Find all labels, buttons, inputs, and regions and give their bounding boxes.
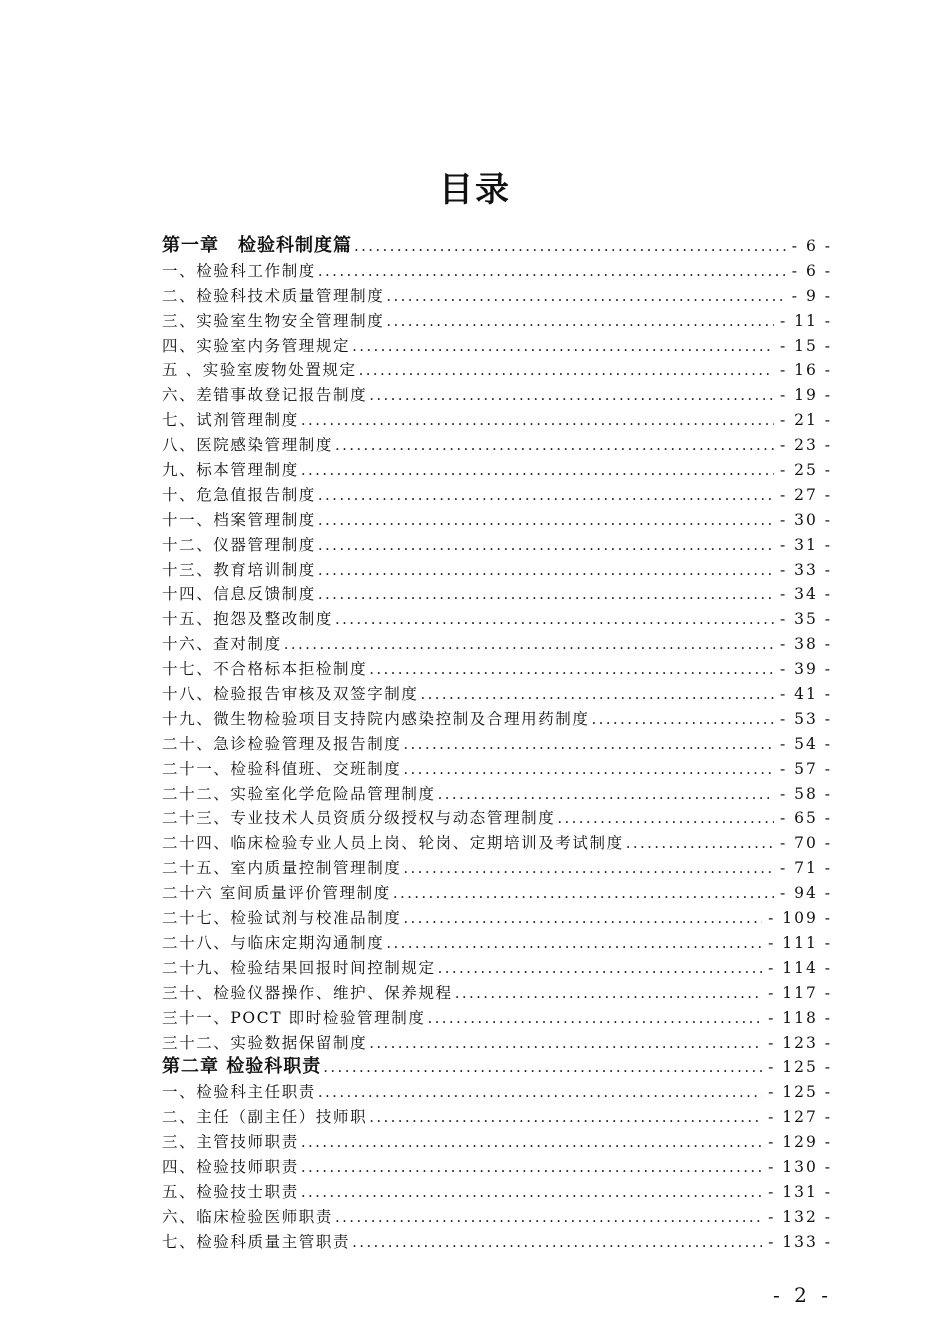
toc-entry-page: - 38 - (779, 635, 832, 654)
toc-entry-label: 十、危急值报告制度 (162, 485, 316, 504)
toc-entry-page: - 6 - (791, 261, 832, 280)
dot-leader (455, 981, 762, 1006)
toc-entry[interactable] (162, 632, 832, 657)
dot-leader (386, 931, 762, 956)
toc-entry-page: - 125 - (768, 1083, 832, 1102)
toc-entry[interactable] (162, 408, 832, 433)
toc-entry[interactable] (162, 1006, 832, 1031)
dot-leader (335, 607, 774, 632)
dot-leader (335, 1205, 762, 1230)
toc-entry[interactable] (162, 757, 832, 782)
dot-leader (318, 483, 774, 508)
toc-entry-page: - 30 - (779, 510, 832, 529)
toc-entry-label: 第二章 检验科职责 (162, 1056, 322, 1078)
dot-leader (301, 1155, 762, 1180)
toc-entry-label: 六、临床检验医师职责 (162, 1207, 334, 1226)
dot-leader (386, 309, 774, 334)
toc-entry-page: - 123 - (768, 1033, 832, 1052)
toc-entry[interactable] (162, 1155, 832, 1180)
toc-entry-page: - 23 - (779, 436, 832, 455)
toc-entry[interactable] (162, 707, 832, 732)
page-title: 目录 (439, 170, 511, 210)
toc-entry[interactable] (162, 358, 832, 383)
toc-entry[interactable] (162, 1180, 832, 1205)
dot-leader (438, 956, 762, 981)
toc-entry-page: - 130 - (768, 1157, 832, 1176)
toc-entry-page: - 125 - (768, 1058, 832, 1077)
dot-leader (427, 1006, 762, 1031)
toc-entry-label: 七、检验科质量主管职责 (162, 1232, 351, 1251)
toc-entry[interactable] (162, 881, 832, 906)
toc-entry-label: 五、检验技士职责 (162, 1182, 299, 1201)
dot-leader (626, 831, 774, 856)
toc-entry-page: - 21 - (779, 411, 832, 430)
toc-entry-label: 八、医院感染管理制度 (162, 436, 334, 455)
dot-leader (403, 906, 762, 931)
toc-entry-page: - 33 - (779, 560, 832, 579)
dot-leader (403, 757, 774, 782)
dot-leader (557, 806, 774, 831)
toc-entry[interactable] (162, 334, 832, 359)
dot-leader (284, 632, 774, 657)
toc-entry-page: - 133 - (768, 1232, 832, 1251)
toc-entry-label: 十六、查对制度 (162, 635, 282, 654)
dot-leader (318, 558, 774, 583)
toc-entry-page: - 6 - (791, 237, 832, 255)
toc-entry-page: - 71 - (779, 859, 832, 878)
dot-leader (352, 334, 774, 359)
toc-entry[interactable] (162, 682, 832, 707)
toc-entry[interactable] (162, 458, 832, 483)
toc-entry[interactable] (162, 831, 832, 856)
toc-entry-page: - 54 - (779, 734, 832, 753)
toc-entry[interactable] (162, 906, 832, 931)
toc-chapter-entry[interactable] (162, 234, 832, 259)
dot-leader (403, 732, 774, 757)
toc-entry-label: 六、差错事故登记报告制度 (162, 386, 368, 405)
toc-entry-label: 二十一、检验科值班、交班制度 (162, 759, 402, 778)
dot-leader (369, 1031, 762, 1056)
dot-leader (386, 284, 785, 309)
toc-entry[interactable] (162, 981, 832, 1006)
toc-entry-page: - 34 - (779, 585, 832, 604)
toc-entry-label: 十八、检验报告审核及双签字制度 (162, 685, 419, 704)
toc-entry[interactable] (162, 856, 832, 881)
dot-leader (318, 508, 774, 533)
toc-entry[interactable] (162, 607, 832, 632)
toc-entry-page: - 109 - (768, 909, 832, 928)
toc-entry-page: - 132 - (768, 1207, 832, 1226)
toc-entry[interactable] (162, 732, 832, 757)
toc-entry-label: 二、检验科技术质量管理制度 (162, 286, 385, 305)
toc-entry[interactable] (162, 1230, 832, 1255)
dot-leader (421, 682, 774, 707)
dot-leader (318, 533, 774, 558)
toc-entry-page: - 57 - (779, 759, 832, 778)
toc-entry-label: 二十七、检验试剂与校准品制度 (162, 909, 402, 928)
dot-leader (403, 856, 774, 881)
toc-entry-label: 三十二、实验数据保留制度 (162, 1033, 368, 1052)
dot-leader (301, 1130, 762, 1155)
dot-leader (592, 707, 774, 732)
toc-entry-label: 二十四、临床检验专业人员上岗、轮岗、定期培训及考试制度 (162, 834, 624, 853)
dot-leader (318, 259, 786, 284)
toc-entry-label: 二十六 室间质量评价管理制度 (162, 884, 391, 903)
toc-entry[interactable] (162, 284, 832, 309)
toc-entry-label: 四、检验技师职责 (162, 1157, 299, 1176)
toc-chapter-entry[interactable] (162, 1055, 832, 1080)
toc-entry-label: 七、试剂管理制度 (162, 411, 299, 430)
toc-entry-label: 十七、不合格标本拒检制度 (162, 660, 368, 679)
dot-leader (369, 1105, 762, 1130)
dot-leader (369, 383, 774, 408)
toc-entry-page: - 31 - (779, 535, 832, 554)
toc-entry-label: 十一、档案管理制度 (162, 510, 316, 529)
dot-leader (301, 408, 774, 433)
toc-entry[interactable] (162, 309, 832, 334)
toc-entry-page: - 53 - (779, 709, 832, 728)
toc-entry[interactable] (162, 433, 832, 458)
dot-leader (318, 1080, 762, 1105)
toc-entry[interactable] (162, 1130, 832, 1155)
toc-entry-label: 三、实验室生物安全管理制度 (162, 311, 385, 330)
toc-entry[interactable] (162, 582, 832, 607)
toc-entry-label: 一、检验科主任职责 (162, 1083, 316, 1102)
toc-entry-page: - 58 - (779, 784, 832, 803)
toc-entry-label: 三、主管技师职责 (162, 1133, 299, 1152)
page-number: - 2 - (773, 1283, 832, 1307)
dot-leader (354, 234, 786, 259)
toc-entry[interactable] (162, 533, 832, 558)
toc-entry-page: - 70 - (779, 834, 832, 853)
toc-entry-page: - 127 - (768, 1108, 832, 1127)
toc-entry[interactable] (162, 1105, 832, 1130)
toc-entry-page: - 19 - (779, 386, 832, 405)
toc-entry-page: - 114 - (768, 958, 832, 977)
dot-leader (301, 1180, 762, 1205)
toc-entry[interactable] (162, 782, 832, 807)
toc-entry-label: 二、主任（副主任）技师职 (162, 1108, 368, 1127)
dot-leader (393, 881, 774, 906)
toc-entry-label: 一、检验科工作制度 (162, 261, 316, 280)
toc-entry-page: - 129 - (768, 1133, 832, 1152)
toc-entry-page: - 27 - (779, 485, 832, 504)
dot-leader (369, 657, 774, 682)
dot-leader (352, 1230, 762, 1255)
toc-entry-page: - 94 - (779, 884, 832, 903)
dot-leader (323, 1055, 762, 1080)
toc-entry-page: - 117 - (768, 983, 832, 1002)
toc-entry[interactable] (162, 956, 832, 981)
toc-entry-page: - 39 - (779, 660, 832, 679)
toc-entry-label: 九、标本管理制度 (162, 461, 299, 480)
toc-entry-label: 四、实验室内务管理规定 (162, 336, 351, 355)
toc-entry-label: 三十一、POCT 即时检验管理制度 (162, 1008, 426, 1027)
toc-entry[interactable] (162, 259, 832, 284)
toc-entry-page: - 16 - (779, 361, 832, 380)
toc-entry-label: 十二、仪器管理制度 (162, 535, 316, 554)
toc-entry-label: 十五、抱怨及整改制度 (162, 610, 334, 629)
table-of-contents (162, 234, 832, 1255)
toc-entry-label: 二十、急诊检验管理及报告制度 (162, 734, 402, 753)
dot-leader (318, 582, 774, 607)
toc-entry[interactable] (162, 931, 832, 956)
toc-entry[interactable] (162, 1205, 832, 1230)
toc-entry-page: - 25 - (779, 461, 832, 480)
toc-entry[interactable] (162, 1031, 832, 1056)
toc-entry-label: 五 、实验室废物处置规定 (162, 361, 357, 380)
toc-entry[interactable] (162, 806, 832, 831)
toc-entry-page: - 65 - (779, 809, 832, 828)
toc-entry-label: 第一章 检验科制度篇 (162, 235, 352, 256)
toc-entry-page: - 9 - (791, 286, 832, 305)
toc-entry-label: 二十五、室内质量控制管理制度 (162, 859, 402, 878)
toc-entry-page: - 35 - (779, 610, 832, 629)
toc-entry-label: 三十、检验仪器操作、维护、保养规程 (162, 983, 453, 1002)
dot-leader (301, 458, 774, 483)
toc-entry[interactable] (162, 508, 832, 533)
toc-entry[interactable] (162, 383, 832, 408)
toc-entry-label: 二十二、实验室化学危险品管理制度 (162, 784, 436, 803)
dot-leader (438, 782, 774, 807)
toc-entry-label: 十三、教育培训制度 (162, 560, 316, 579)
toc-entry[interactable] (162, 1080, 832, 1105)
dot-leader (335, 433, 774, 458)
dot-leader (359, 358, 774, 383)
toc-entry-label: 十九、微生物检验项目支持院内感染控制及合理用药制度 (162, 709, 590, 728)
toc-entry-label: 二十八、与临床定期沟通制度 (162, 933, 385, 952)
toc-entry-page: - 118 - (768, 1008, 832, 1027)
toc-entry-label: 二十九、检验结果回报时间控制规定 (162, 958, 436, 977)
toc-entry[interactable] (162, 483, 832, 508)
toc-entry-label: 二十三、专业技术人员资质分级授权与动态管理制度 (162, 809, 556, 828)
toc-entry-page: - 41 - (779, 685, 832, 704)
toc-entry-label: 十四、信息反馈制度 (162, 585, 316, 604)
toc-entry-page: - 111 - (768, 933, 832, 952)
toc-entry[interactable] (162, 657, 832, 682)
toc-entry-page: - 11 - (779, 311, 832, 330)
toc-entry[interactable] (162, 558, 832, 583)
toc-entry-page: - 15 - (779, 336, 832, 355)
toc-entry-page: - 131 - (768, 1182, 832, 1201)
